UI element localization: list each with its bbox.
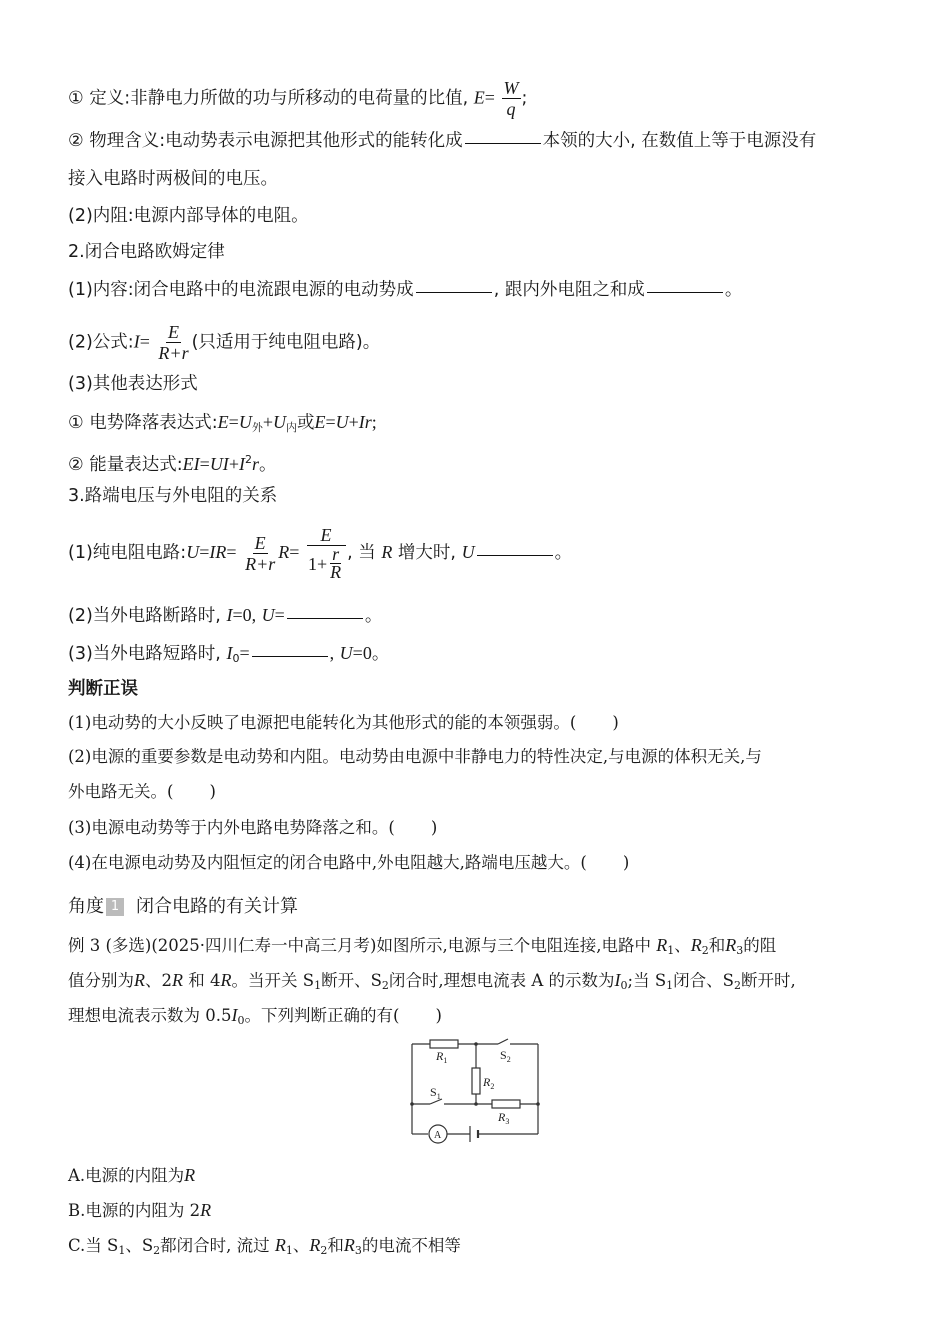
current-fraction: $\frac{E}{R+r}$: [158, 322, 189, 363]
label-ammeter: A: [434, 1130, 442, 1141]
pure-resistance-line: (1)纯电阻电路:U=IR= $\frac{E}{R+r}$ R= E 1+ $\frac{r}{R}$ , 当 R 增大时, U 。: [68, 525, 573, 582]
emf-fraction: $\frac{W}{q}$: [503, 78, 519, 119]
section-heading-terminal-voltage: 3.路端电压与外电阻的关系: [68, 486, 278, 506]
judge-item-2: (2)电源的重要参数是电动势和内阻。电动势由电源中非静电力的特性决定,与电源的体积无关,与: [68, 747, 762, 766]
option-b[interactable]: B.电源的内阻为 2R: [68, 1200, 212, 1220]
example-line-2: 值分别为R、2R 和 4R。当开关 $S_1$断开、$S_2$闭合时,理想电流表 A 的示数为$I_0$;当 $S_1$闭合、$S_2$断开时,: [68, 970, 796, 992]
option-c[interactable]: C.当 $S_1$、$S_2$都闭合时, 流过 $R_1$、$R_2$和$R_3$的电流不相等: [68, 1235, 461, 1257]
nested-fraction: $\frac{r}{R}$: [330, 544, 342, 582]
energy-line: ② 能量表达式$:EI=UI+I^2r$。: [68, 453, 277, 475]
voltage-fraction-2: E 1+ $\frac{r}{R}$: [306, 525, 346, 581]
fill-blank[interactable]: [465, 142, 541, 144]
example-line-3: 理想电流表示数为 $0.5I_0$。下列判断正确的有( ): [68, 1005, 442, 1027]
definition-line: ① 定义:非静电力所做的功与所移动的电荷量的比值, E= $\frac{W}{q}$ ;: [68, 78, 528, 119]
circuit-diagram: [408, 1036, 542, 1146]
section-heading-ohm-law: 2.闭合电路欧姆定律: [68, 242, 225, 262]
judge-heading: 判断正误: [68, 679, 138, 699]
fill-blank[interactable]: [416, 291, 492, 293]
meaning-line: ② 物理含义:电动势表示电源把其他形式的能转化成 本领的大小, 在数值上等于电源没有: [68, 131, 817, 151]
formula-line: (2)公式:I= $\frac{E}{R+r}$ (只适用于纯电阻电路)。: [68, 322, 381, 363]
short-circuit-line: (3)当外电路短路时, $I_0=$ , U=0。: [68, 643, 390, 665]
internal-resistance-line: (2)内阻:电源内部导体的电阻。: [68, 206, 309, 226]
angle-heading: 角度 1 闭合电路的有关计算: [68, 896, 298, 917]
judge-item-1: (1)电动势的大小反映了电源把电能转化为其他形式的能的本领强弱。( ): [68, 713, 619, 732]
label-r1: $R_1$: [436, 1049, 448, 1065]
fill-blank[interactable]: [647, 291, 723, 293]
other-forms-heading: (3)其他表达形式: [68, 374, 198, 394]
meaning-line-cont: 接入电路时两极间的电压。: [68, 169, 278, 189]
judge-item-4: (4)在电源电动势及内阻恒定的闭合电路中,外电阻越大,路端电压越大。( ): [68, 853, 630, 872]
judge-item-3: (3)电源电动势等于内外电路电势降落之和。( ): [68, 818, 438, 837]
angle-number-badge: 1: [106, 898, 124, 916]
label-r2: $R_2$: [483, 1075, 495, 1091]
fill-blank[interactable]: [477, 554, 553, 556]
switch-s2: [498, 1039, 508, 1044]
option-a[interactable]: A.电源的内阻为R: [68, 1165, 196, 1185]
resistor-r3: [492, 1100, 520, 1108]
resistor-r2: [472, 1068, 480, 1094]
judge-item-2-cont: 外电路无关。( ): [68, 782, 216, 801]
voltage-fraction-1: $\frac{E}{R+r}$: [245, 532, 276, 574]
label-r3: $R_3$: [498, 1110, 510, 1126]
open-circuit-line: (2)当外电路断路时, I=0, U= 。: [68, 605, 383, 626]
resistor-r1: [430, 1040, 458, 1048]
label-s1: $S_1$: [430, 1085, 441, 1101]
content-line: (1)内容:闭合电路中的电流跟电源的电动势成 , 跟内外电阻之和成 。: [68, 280, 743, 300]
potential-drop-line: ① 电势降落表达式$:E=U_外+U_内$或E=U+Ir;: [68, 412, 377, 434]
fill-blank[interactable]: [252, 655, 328, 657]
example-line-1: 例 3 (多选)(2025·四川仁寿一中高三月考)如图所示,电源与三个电阻连接,电路中 $R_1$、$R_2$和$R_3$的阻: [68, 935, 777, 957]
label-s2: $S_2$: [500, 1048, 511, 1064]
fill-blank[interactable]: [287, 617, 363, 619]
